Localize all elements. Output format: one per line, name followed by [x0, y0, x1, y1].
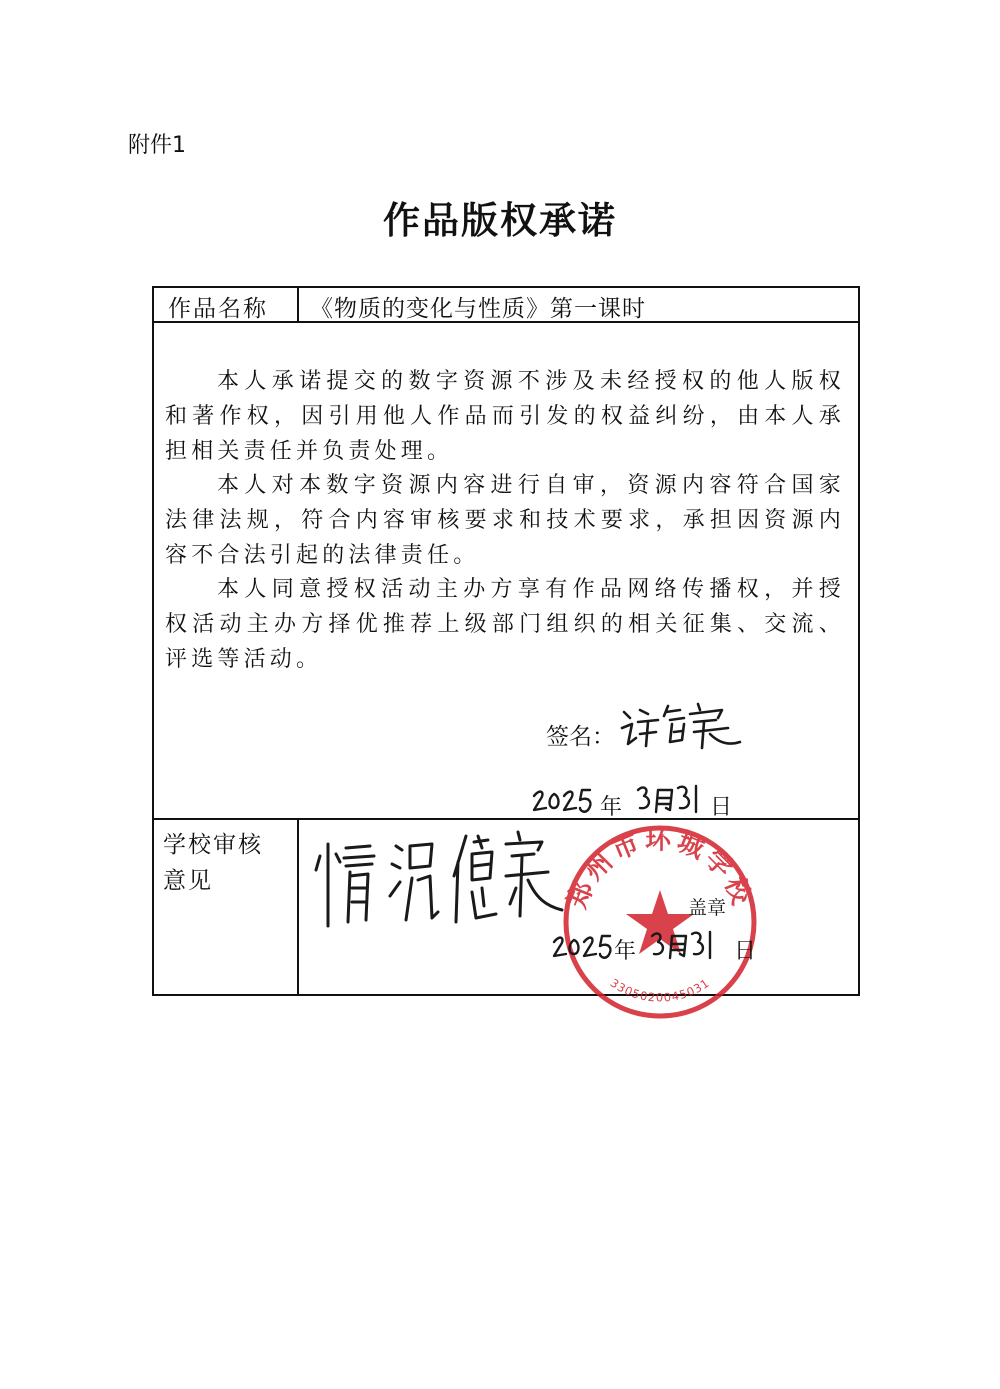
year-char: 年 — [600, 795, 623, 820]
seal-code: 3305020045031 — [607, 975, 713, 1005]
commitment-paragraph: 本人同意授权活动主办方享有作品网络传播权，并授权活动主办方择优推荐上级部门组织的相关征集、交流、评选等活动。 — [165, 577, 845, 672]
review-label: 学校审核 — [163, 832, 263, 858]
work-name-label: 作品名称 — [168, 296, 268, 322]
school-seal-stamp — [560, 822, 760, 1022]
review-label-line2: 意见 — [163, 868, 213, 894]
handwritten-signature — [618, 698, 748, 758]
table-row-divider — [152, 818, 860, 820]
handwritten-review-opinion — [306, 826, 586, 946]
handwritten-month-day — [634, 782, 714, 818]
table-col-divider — [297, 818, 299, 995]
commitment-paragraph: 本人承诺提交的数字资源不涉及未经授权的他人版权和著作权，因引用他人作品而引发的权益纠纷，由本人承担相关责任并负责处理。 — [165, 369, 845, 464]
document-title: 作品版权承诺 — [383, 198, 617, 242]
handwritten-year — [532, 786, 596, 818]
seal-text: 郑州市环城学校 — [562, 825, 758, 913]
handwritten-review-month-day — [648, 928, 728, 964]
review-day-char: 日 — [734, 939, 757, 964]
commitment-paragraph: 本人对本数字资源内容进行自审，资源内容符合国家法律法规，符合内容审核要求和技术要求，承担因资源内容不合法引起的法律责任。 — [165, 473, 845, 568]
work-name-value: 《物质的变化与性质》第一课时 — [310, 296, 646, 322]
table-col-divider — [297, 286, 299, 322]
attachment-label: 附件1 — [128, 133, 186, 158]
signature-label: 签名： — [546, 724, 615, 750]
review-year-char: 年 — [614, 939, 637, 964]
handwritten-review-year — [552, 932, 616, 964]
stamp-label: 盖章 — [688, 897, 727, 919]
day-char: 日 — [710, 795, 733, 820]
